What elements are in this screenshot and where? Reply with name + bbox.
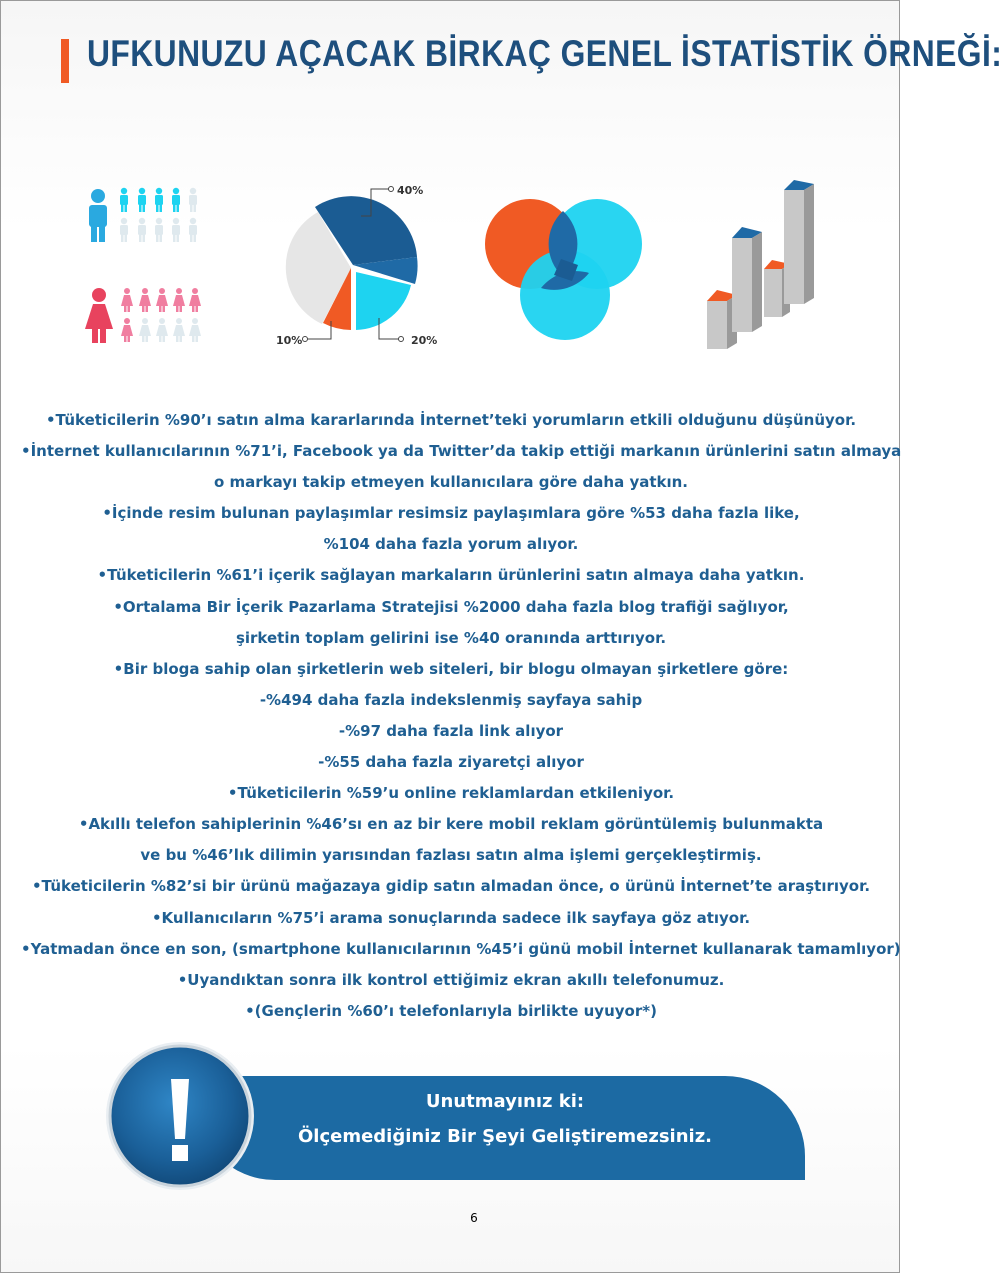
- stat-line: •Kullanıcıların %75’i arama sonuçlarında sadece ilk sayfaya göz atıyor.: [151, 908, 751, 927]
- stat-line: •Tüketicilerin %61’i içerik sağlayan markaların ürünlerini satın almaya daha yatkın.: [97, 566, 805, 585]
- venn-diagram-icon: [485, 199, 642, 340]
- stat-line: -%55 daha fazla ziyaretçi alıyor: [318, 753, 584, 772]
- page-number: 6: [470, 1211, 478, 1225]
- stat-line: •Ortalama Bir İçerik Pazarlama Stratejisi %2000 daha fazla blog trafiği sağlıyor,: [113, 597, 789, 616]
- stat-line: •İçinde resim bulunan paylaşımlar resimsiz paylaşımlara göre %53 daha fazla like,: [102, 504, 800, 523]
- stat-line: •Tüketicilerin %82’si bir ürünü mağazaya gidip satın almadan önce, o ürünü İnternet’te araştırıyor.: [31, 877, 871, 896]
- stat-line: -%494 daha fazla indekslenmiş sayfaya sahip: [259, 690, 643, 709]
- stat-line: %104 daha fazla yorum alıyor.: [323, 535, 579, 554]
- callout-text: [235, 1091, 775, 1147]
- pie-chart-icon: [286, 187, 418, 342]
- bar-chart-icon: [707, 180, 814, 349]
- stat-line: •Uyandıktan sonra ilk kontrol ettiğimiz ekran akıllı telefonumuz.: [177, 970, 725, 989]
- statistics-list: [21, 405, 902, 1027]
- stat-line: •İnternet kullanıcılarının %71’i, Facebook ya da Twitter’da takip ettiği markanın ürünlerini satın almaya: [21, 442, 902, 461]
- pie-label-10: 10%: [276, 334, 303, 347]
- page-title: UFKUNUZU AÇACAK BİRKAÇ GENEL İSTATİSTİK ÖRNEĞİ:: [87, 33, 1002, 74]
- infographic-row: [1, 171, 901, 371]
- stat-line: -%97 daha fazla link alıyor: [338, 721, 564, 740]
- stat-line: •Akıllı telefon sahiplerinin %46’sı en az bir kere mobil reklam görüntülemiş bulunmakta: [78, 815, 824, 834]
- title-accent-bar: [61, 39, 69, 83]
- reminder-callout: [105, 1041, 805, 1201]
- stat-line: •Yatmadan önce en son, (smartphone kullanıcılarının %45’i günü mobil İnternet kullanarak tamamlıyor): [21, 939, 901, 958]
- people-statistics-icon: [85, 188, 201, 343]
- callout-body: Ölçemediğiniz Bir Şeyi Geliştiremezsiniz.: [297, 1126, 713, 1147]
- stat-line: ve bu %46’lık dilimin yarısından fazlası satın alma işlemi gerçekleştirmiş.: [140, 846, 762, 865]
- stat-line: şirketin toplam gelirini ise %40 oranında arttırıyor.: [235, 628, 667, 647]
- stat-line: •Tüketicilerin %90’ı satın alma kararlarında İnternet’teki yorumların etkili olduğunu düşünüyor.: [45, 411, 857, 429]
- stat-line: o markayı takip etmeyen kullanıcılara göre daha yatkın.: [213, 473, 689, 492]
- stat-line: •Bir bloga sahip olan şirketlerin web siteleri, bir blogu olmayan şirketlere göre:: [113, 659, 789, 678]
- stat-line: •(Gençlerin %60’ı telefonlarıyla birlikte uyuyor*): [245, 1001, 657, 1020]
- stat-line: •Tüketicilerin %59’u online reklamlardan etkileniyor.: [227, 784, 675, 803]
- exclamation-icon: [105, 1041, 255, 1191]
- pie-label-20: 20%: [411, 334, 438, 347]
- pie-label-40: 40%: [397, 184, 424, 197]
- callout-heading: Unutmayınız ki:: [425, 1091, 585, 1112]
